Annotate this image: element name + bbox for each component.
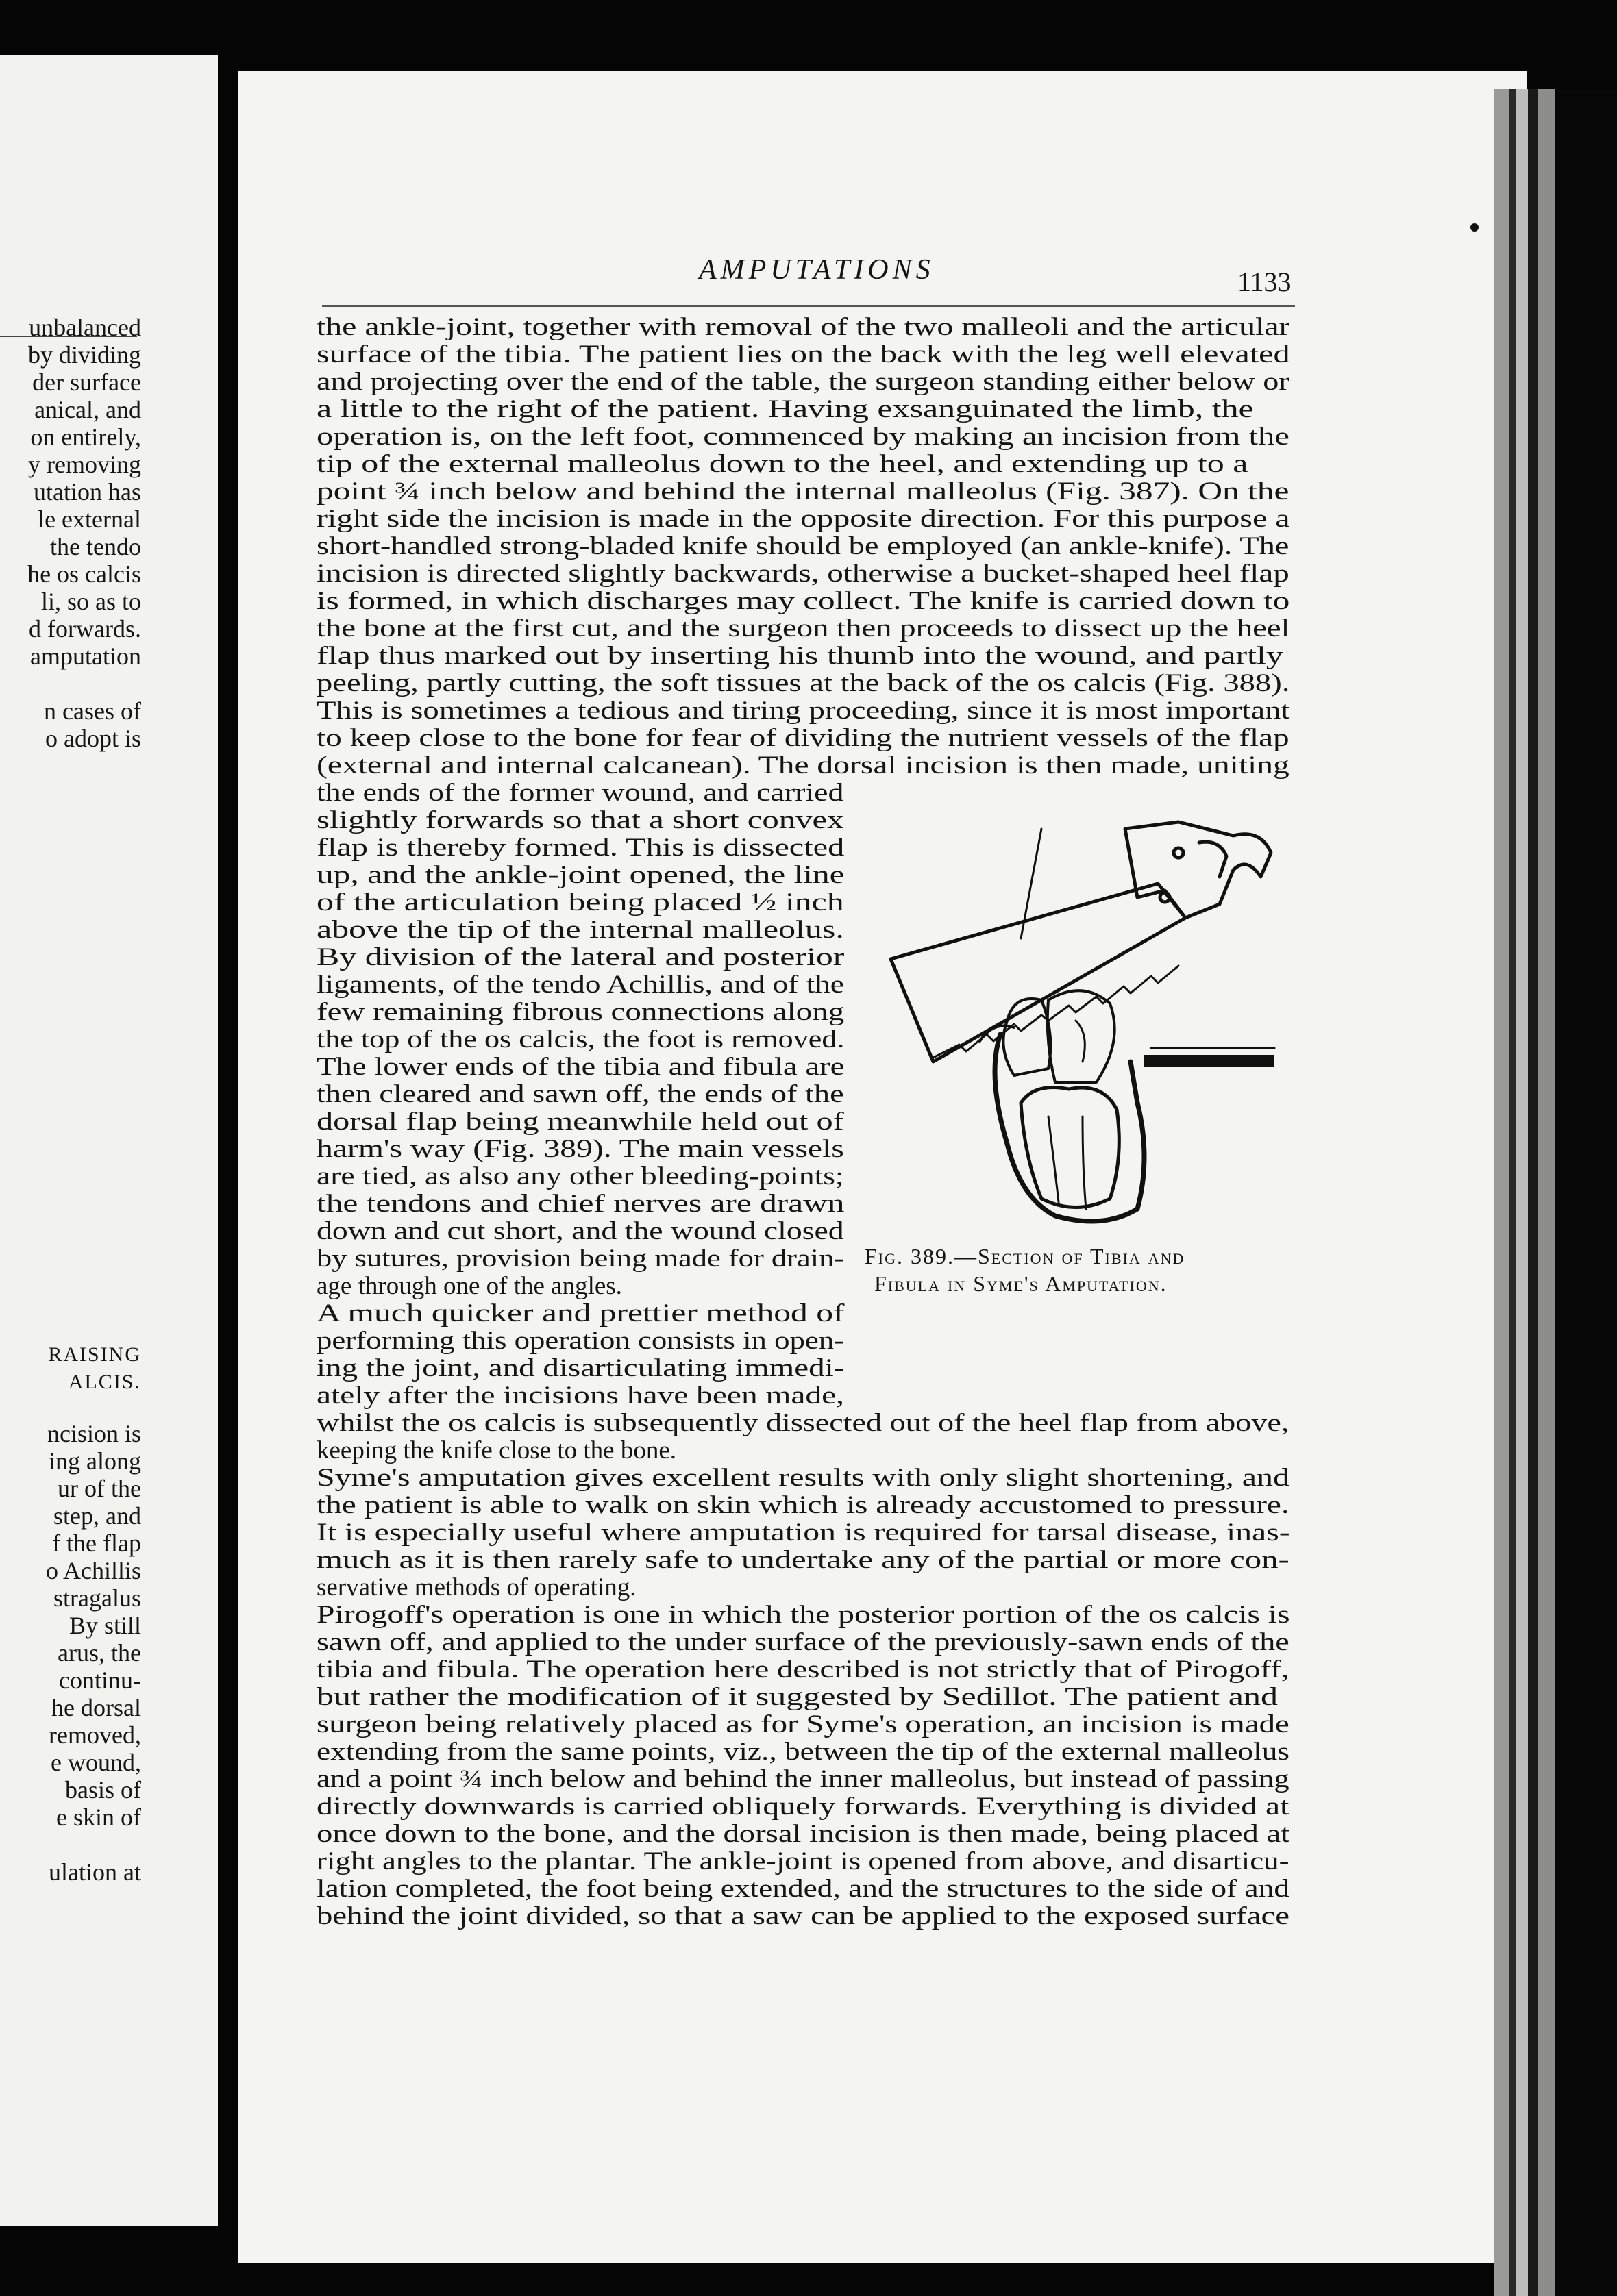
left-page-line: le external [38,506,141,533]
text-line: up, and the ankle-joint opened, the line [317,861,845,889]
text-line: This is sometimes a tedious and tiring proceeding, since it is most important [317,697,1290,725]
left-page-line: anical, and [34,396,141,423]
text-line: surgeon being relatively placed as for Syme's operation, an incision is made [317,1710,1289,1738]
text-line: then cleared and sawn off, the ends of the [317,1080,844,1108]
speck [1470,223,1479,232]
figure-389 [865,815,1288,1308]
text-line: lation completed, the foot being extended, and the structures to the side of and [317,1875,1290,1903]
left-page-fragment [0,55,218,2226]
text-line: to keep close to the bone for fear of dividing the nutrient vessels of the flap [317,724,1289,752]
text-line: age through one of the angles. [317,1272,622,1300]
text-line: and projecting over the end of the table, the surgeon standing either below or [317,368,1289,396]
text-line: point ¾ inch below and behind the internal malleolus (Fig. 387). On the [317,477,1289,506]
text-line: directly downwards is carried obliquely forwards. Everything is divided at [317,1793,1289,1821]
text-line: but rather the modification of it suggested by Sedillot. The patient and [317,1683,1278,1711]
left-page-line: he dorsal [51,1694,141,1721]
saw-and-stump-illustration [877,815,1288,1226]
text-line: (external and internal calcanean). The dorsal incision is then made, uniting [317,751,1289,779]
text-line: keeping the knife close to the bone. [317,1436,677,1464]
left-page-line: o adopt is [45,725,141,752]
text-line: harm's way (Fig. 389). The main vessels [317,1135,844,1163]
text-line: ately after the incisions have been made, [317,1382,845,1410]
text-line: Syme's amputation gives excellent results with only slight shortening, and [317,1464,1289,1492]
left-page-line: amputation [30,642,141,670]
text-line: is formed, in which discharges may collect. The knife is carried down to [317,587,1290,615]
text-line: by sutures, provision being made for drain- [317,1245,845,1273]
text-line: It is especially useful where amputation is required for tarsal disease, inas- [317,1519,1290,1547]
left-page-line: y removing [28,451,141,478]
page-number: 1133 [1237,266,1292,297]
left-page-line: ncision is [47,1420,141,1447]
left-page-line: unbalanced [29,314,141,341]
left-page-line: by dividing [27,341,141,369]
left-page-line: ALCIS. [68,1371,141,1393]
text-line: the bone at the first cut, and the surgeon then proceeds to dissect up the heel [317,614,1290,642]
text-line: the top of the os calcis, the foot is removed. [317,1025,845,1053]
text-line: ing the joint, and disarticulating immedi- [317,1354,845,1382]
left-page-line: ulation at [49,1858,141,1886]
left-page-line: e wound, [51,1749,141,1776]
left-page-line: step, and [53,1502,141,1530]
text-line: few remaining fibrous connections along [317,998,845,1026]
text-line: right angles to the plantar. The ankle-joint is opened from above, and disarticu- [317,1847,1289,1875]
left-page-line: he os calcis [27,560,141,588]
left-page-line: on entirely, [30,423,141,451]
text-line: of the articulation being placed ½ inch [317,888,844,916]
left-page-line: utation has [34,478,141,506]
header-rule [322,305,1295,307]
text-line: above the tip of the internal malleolus. [317,916,844,944]
text-line: slightly forwards so that a short convex [317,806,844,834]
text-line: flap thus marked out by inserting his thumb into the wound, and partly [317,642,1283,670]
text-line: A much quicker and prettier method of [317,1299,845,1327]
left-page-line: stragalus [53,1584,141,1612]
text-line: incision is directed slightly backwards, otherwise a bucket-shaped heel flap [317,560,1289,588]
text-line: a little to the right of the patient. Having exsanguinated the limb, the [317,395,1254,423]
text-line: tibia and fibula. The operation here described is not strictly that of Pirogoff, [317,1656,1289,1684]
text-line: tip of the external malleolus down to the heel, and extending up to a [317,450,1248,478]
text-line: the ankle-joint, together with removal of the two malleoli and the articular [317,313,1290,341]
left-page-line: e skin of [56,1804,141,1831]
left-page-line: removed, [49,1721,141,1749]
text-line: behind the joint divided, so that a saw can be applied to the exposed surface [317,1902,1290,1930]
left-page-line: d forwards. [29,615,141,642]
left-page-line: ur of the [58,1475,141,1502]
text-line: much as it is then rarely safe to undertake any of the partial or more con- [317,1546,1289,1574]
text-line: The lower ends of the tibia and fibula are [317,1053,845,1081]
text-line: the tendons and chief nerves are drawn [317,1190,845,1218]
text-line: whilst the os calcis is subsequently dissected out of the heel flap from above, [317,1409,1289,1437]
left-page-line: f the flap [52,1530,141,1557]
text-line: servative methods of operating. [317,1573,637,1601]
text-line: right side the incision is made in the opposite direction. For this purpose a [317,505,1290,533]
text-line: dorsal flap being meanwhile held out of [317,1108,844,1136]
text-line: sawn off, and applied to the under surface of the previously-sawn ends of the [317,1628,1289,1656]
text-line: extending from the same points, viz., between the tip of the external malleolus [317,1738,1289,1766]
text-line: flap is thereby formed. This is dissected [317,834,845,862]
text-line: Pirogoff's operation is one in which the posterior portion of the os calcis is [317,1601,1290,1629]
text-line: down and cut short, and the wound closed [317,1217,844,1245]
left-page-line: ing along [49,1447,141,1475]
left-page-line: continu- [59,1667,141,1694]
left-page-line: o Achillis [45,1557,141,1584]
text-line: operation is, on the left foot, commenced by making an incision from the [317,423,1289,451]
text-line: ligaments, of the tendo Achillis, and of the [317,971,844,999]
figure-caption-line-1: Fig. 389.—Section of Tibia and [865,1244,1185,1269]
left-page-line: der surface [32,369,141,396]
text-line: By division of the lateral and posterior [317,943,845,971]
text-line: once down to the bone, and the dorsal incision is then made, being placed at [317,1820,1290,1848]
book-edge [1494,89,1617,2296]
text-line: short-handled strong-bladed knife should be employed (an ankle-knife). The [317,532,1289,560]
text-line: performing this operation consists in open- [317,1327,845,1355]
text-line: surface of the tibia. The patient lies on the back with the leg well elevated [317,340,1290,369]
text-line: are tied, as also any other bleeding-points; [317,1162,844,1190]
left-page-line: li, so as to [40,588,141,615]
text-line: and a point ¾ inch below and behind the inner malleolus, but instead of passing [317,1765,1289,1793]
running-head: AMPUTATIONS [699,254,935,286]
text-line: the ends of the former wound, and carried [317,779,844,807]
left-page-line: the tendo [50,533,141,560]
left-page-line: basis of [65,1776,141,1804]
text-line: the patient is able to walk on skin which is already accustomed to pressure. [317,1491,1289,1519]
left-page-line: RAISING [48,1343,141,1366]
left-page-line: n cases of [44,697,141,725]
left-page-line: arus, the [58,1639,141,1667]
figure-caption-line-2: Fibula in Syme's Amputation. [874,1271,1168,1296]
left-page-line: By still [69,1612,141,1639]
text-line: peeling, partly cutting, the soft tissues at the back of the os calcis (Fig. 388). [317,669,1290,697]
